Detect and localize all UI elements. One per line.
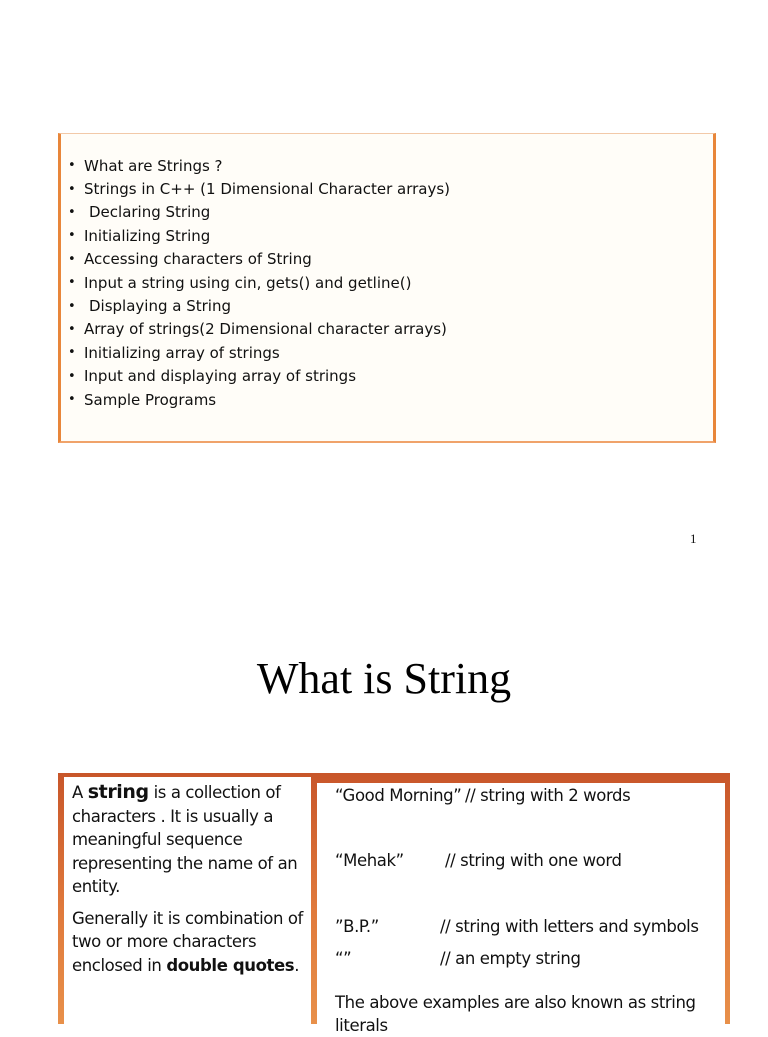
- agenda-item: [68, 294, 450, 317]
- agenda-item-text: Displaying a String: [89, 297, 231, 316]
- definition-prefix: Generally it is combination of two or more characters enclosed in: [72, 908, 303, 975]
- example-comment: // string with letters and symbols: [440, 917, 699, 936]
- definition-suffix: .: [294, 955, 300, 975]
- agenda-item-text: Declaring String: [89, 203, 211, 222]
- definition-paragraph: [72, 781, 305, 899]
- example-row: [335, 949, 581, 968]
- bullet-icon: •: [68, 204, 76, 220]
- example-comment: // string with one word: [445, 851, 622, 870]
- bullet-icon: •: [68, 275, 76, 291]
- agenda-item-text: Initializing array of strings: [84, 343, 280, 362]
- example-row: [335, 786, 631, 805]
- agenda-item-text: Input a string using cin, gets() and getline(): [84, 273, 412, 292]
- examples-box: [317, 783, 725, 1035]
- agenda-item: [68, 365, 450, 388]
- example-comment: // an empty string: [440, 949, 581, 968]
- slide-title: What is String: [256, 654, 512, 703]
- agenda-item: [68, 318, 450, 341]
- bullet-icon: •: [68, 228, 76, 244]
- agenda-item-text: Initializing String: [84, 226, 211, 245]
- definition-prefix: A: [72, 783, 88, 802]
- examples-note: The above examples are also known as string literals: [335, 993, 696, 1035]
- definition-panel: [58, 773, 730, 1035]
- agenda-item-text: Input and displaying array of strings: [84, 367, 357, 386]
- definition-keyword: string: [87, 781, 149, 803]
- definition-text-box: [64, 777, 311, 1024]
- example-literal: “”: [335, 949, 352, 968]
- bullet-icon: •: [68, 345, 76, 361]
- definition-rest: is a collection of characters . It is usually a meaningful sequence representing the name of an entity.: [72, 783, 298, 896]
- definition-paragraph: [72, 907, 305, 978]
- bullet-icon: •: [68, 251, 76, 267]
- agenda-item-text: Sample Programs: [84, 390, 217, 409]
- definition-keyword: double quotes: [166, 955, 295, 975]
- example-comment: // string with 2 words: [465, 786, 631, 805]
- agenda-item: [68, 224, 450, 247]
- agenda-item: [68, 271, 450, 294]
- example-row: [335, 851, 622, 870]
- agenda-item: [68, 248, 450, 271]
- agenda-item: [68, 388, 450, 411]
- example-literal: “Good Morning”: [335, 786, 462, 805]
- bullet-icon: •: [68, 392, 76, 408]
- agenda-item-text: What are Strings ?: [84, 156, 223, 175]
- agenda-item-text: Accessing characters of String: [84, 250, 312, 269]
- agenda-item: [68, 154, 450, 177]
- agenda-item-text: Array of strings(2 Dimensional character arrays): [84, 320, 447, 339]
- bullet-icon: •: [68, 298, 76, 314]
- example-literal: ”B.P.”: [335, 917, 379, 936]
- page-number: 1: [690, 531, 697, 546]
- agenda-list: [68, 154, 450, 411]
- example-literal: “Mehak”: [335, 851, 404, 870]
- bullet-icon: •: [68, 181, 76, 197]
- agenda-item: [68, 341, 450, 364]
- agenda-item-text: Strings in C++ (1 Dimensional Character arrays): [84, 180, 451, 199]
- agenda-item: [68, 201, 450, 224]
- agenda-box: [58, 133, 716, 443]
- agenda-item: [68, 177, 450, 200]
- bullet-icon: •: [68, 158, 76, 174]
- example-row: [335, 917, 699, 936]
- bullet-icon: •: [68, 368, 76, 384]
- bullet-icon: •: [68, 321, 76, 337]
